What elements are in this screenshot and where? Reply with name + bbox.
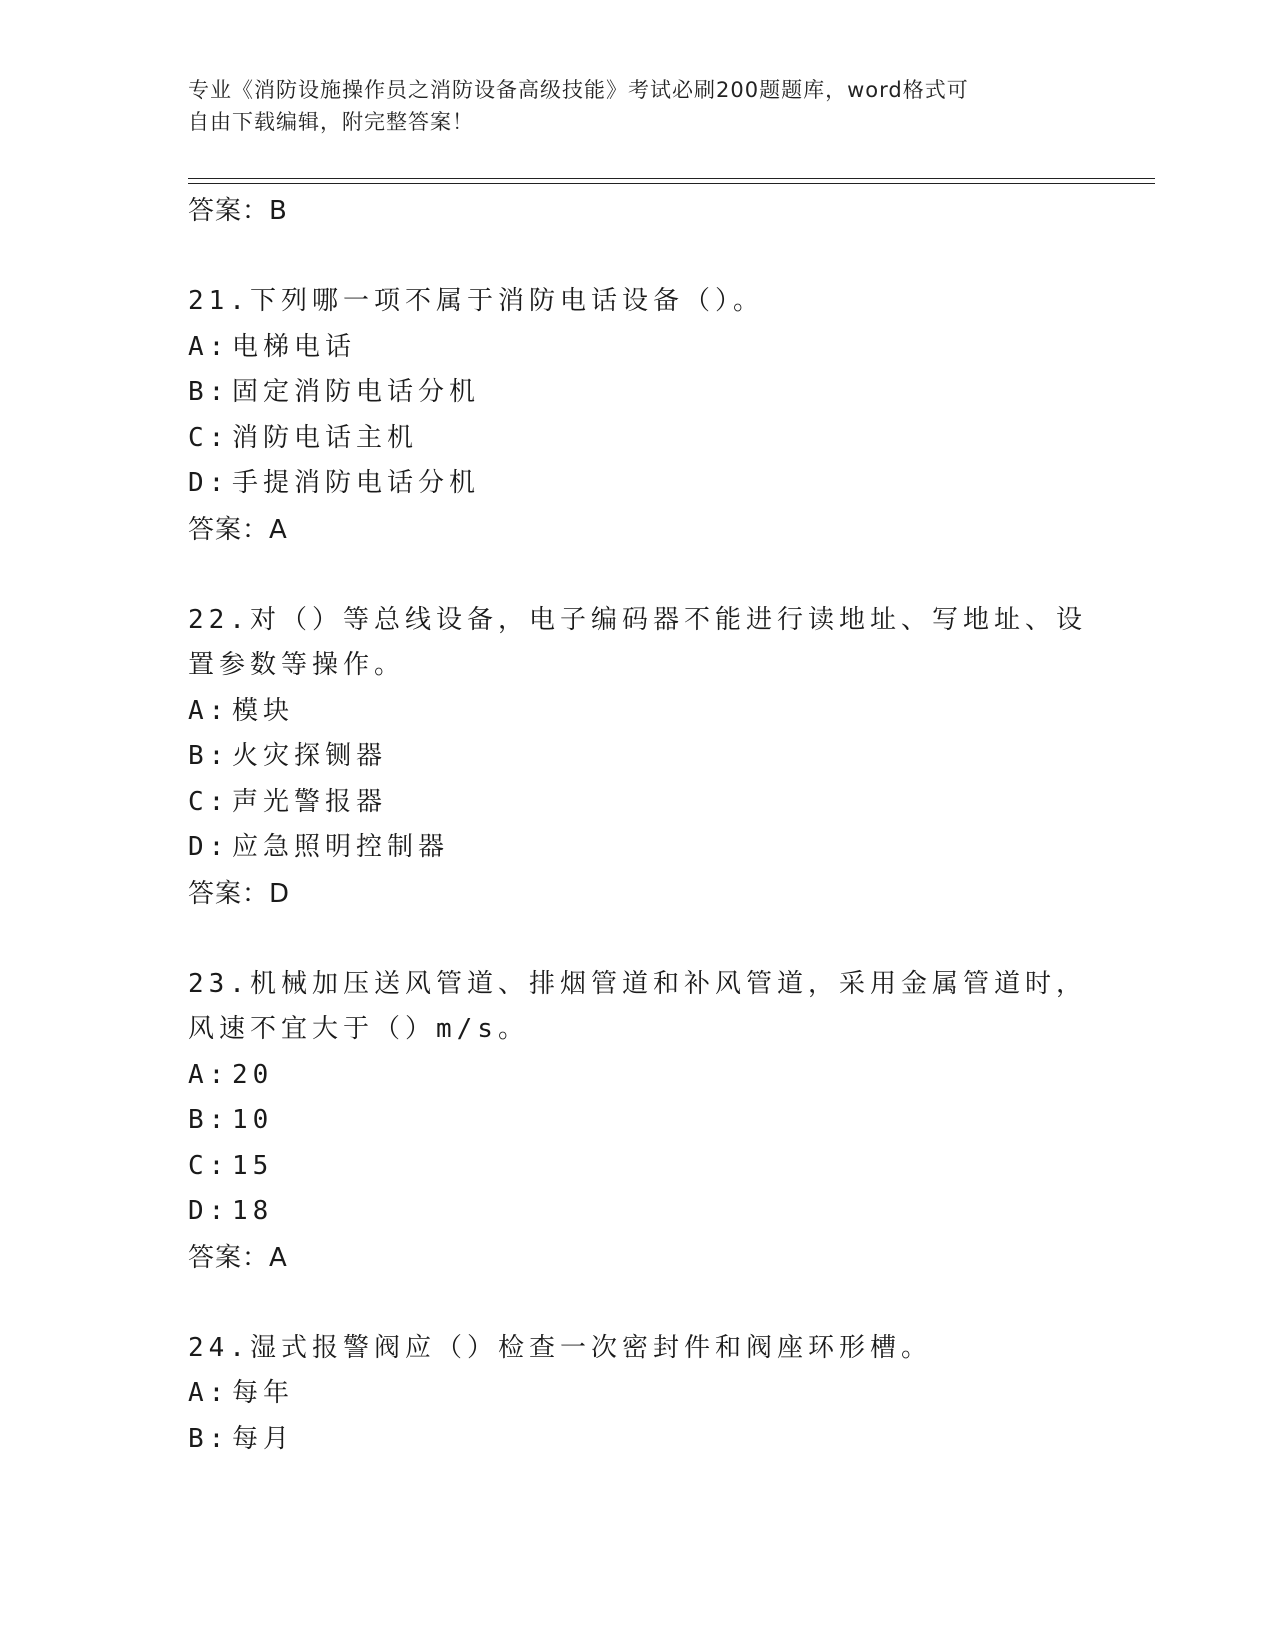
option-text: 每年 xyxy=(232,1378,295,1408)
answer-value: A xyxy=(269,514,288,545)
option-text: 18 xyxy=(232,1196,274,1226)
header-line-1: 专业《消防设施操作员之消防设备高级技能》考试必刷200题题库，word格式可 xyxy=(188,78,969,102)
answer-label: 答案： xyxy=(188,1242,270,1273)
option-letter: C: xyxy=(188,786,230,817)
option-b xyxy=(188,370,1088,416)
option-b xyxy=(188,734,1088,780)
answer-22 xyxy=(188,871,1088,917)
option-c xyxy=(188,416,1088,462)
option-d xyxy=(188,461,1088,507)
option-b xyxy=(188,1098,1088,1144)
option-letter: D: xyxy=(188,832,230,862)
question-text: 23.机械加压送风管道、排烟管道和补风管道，采用金属管道时，风速不宜大于（）m/s。 xyxy=(188,968,1087,1044)
spacer xyxy=(188,234,1088,279)
previous-answer xyxy=(188,188,1088,234)
header-line-2: 自由下载编辑，附完整答案！ xyxy=(188,110,474,134)
header-rule-bottom xyxy=(188,183,1155,184)
document-header xyxy=(188,74,1088,138)
option-text: 声光警报器 xyxy=(232,786,388,817)
option-letter: C: xyxy=(188,422,230,453)
option-a xyxy=(188,1371,1088,1417)
option-text: 电梯电话 xyxy=(232,331,357,362)
option-text: 手提消防电话分机 xyxy=(232,468,481,498)
question-text: 22.对（）等总线设备，电子编码器不能进行读地址、写地址、设置参数等操作。 xyxy=(188,604,1087,680)
option-text: 10 xyxy=(232,1105,274,1135)
question-list xyxy=(188,188,1088,1462)
option-text: 20 xyxy=(232,1059,274,1090)
option-letter: B: xyxy=(188,1105,230,1135)
option-b xyxy=(188,1417,1088,1463)
option-c xyxy=(188,1144,1088,1190)
answer-label: 答案： xyxy=(188,878,270,909)
option-letter: D: xyxy=(188,1196,230,1226)
spacer xyxy=(188,553,1088,598)
option-letter: B: xyxy=(188,741,230,771)
answer-value: D xyxy=(269,878,291,909)
option-letter: B: xyxy=(188,1423,230,1454)
header-rule-top xyxy=(188,178,1155,179)
question-24 xyxy=(188,1326,1088,1372)
answer-label: 答案： xyxy=(188,514,270,545)
option-c xyxy=(188,780,1088,826)
option-letter: A: xyxy=(188,1059,230,1090)
answer-23 xyxy=(188,1235,1088,1281)
option-text: 固定消防电话分机 xyxy=(232,377,481,407)
option-letter: A: xyxy=(188,331,230,362)
spacer xyxy=(188,1281,1088,1326)
option-text: 消防电话主机 xyxy=(232,422,419,453)
option-letter: B: xyxy=(188,377,230,407)
option-text: 火灾探铡器 xyxy=(232,741,388,771)
option-a xyxy=(188,1053,1088,1099)
option-text: 15 xyxy=(232,1150,274,1181)
option-d xyxy=(188,1189,1088,1235)
option-a xyxy=(188,689,1088,735)
option-letter: D: xyxy=(188,468,230,498)
option-letter: A: xyxy=(188,695,230,726)
option-letter: C: xyxy=(188,1150,230,1181)
answer-21 xyxy=(188,507,1088,553)
option-d xyxy=(188,825,1088,871)
spacer xyxy=(188,917,1088,962)
question-22 xyxy=(188,598,1088,689)
option-text: 每月 xyxy=(232,1423,295,1454)
option-text: 应急照明控制器 xyxy=(232,832,450,862)
option-letter: A: xyxy=(188,1378,230,1408)
answer-value: A xyxy=(269,1242,288,1273)
question-21 xyxy=(188,279,1088,325)
question-text: 24.湿式报警阀应（）检查一次密封件和阀座环形槽。 xyxy=(188,1332,932,1363)
question-text: 21.下列哪一项不属于消防电话设备（）。 xyxy=(188,286,764,316)
answer-value: B xyxy=(269,196,288,226)
option-text: 模块 xyxy=(232,695,295,726)
question-23 xyxy=(188,962,1088,1053)
option-a xyxy=(188,325,1088,371)
answer-label: 答案： xyxy=(188,196,270,226)
